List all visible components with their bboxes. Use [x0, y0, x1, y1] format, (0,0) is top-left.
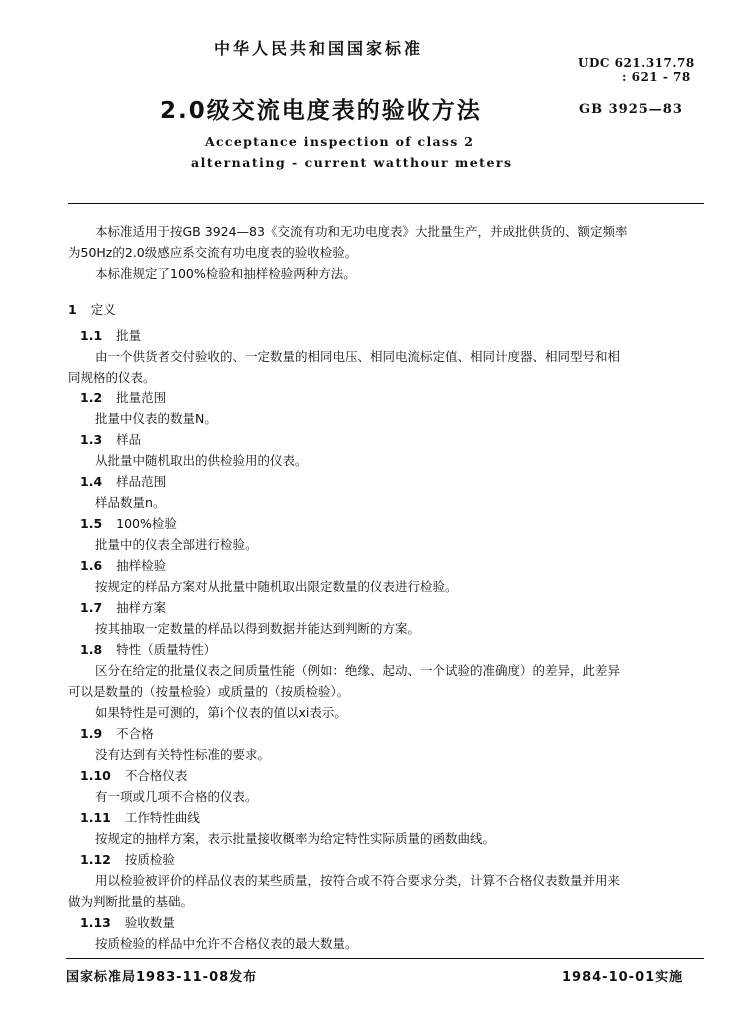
- item-text-line: 按质检验的样品中允许不合格仪表的最大数量。: [95, 936, 358, 951]
- footer-divider: [66, 958, 704, 959]
- item-text-line: 由一个供货者交付验收的、一定数量的相同电压、相同电流标定值、相同计度器、相同型号和相: [95, 349, 621, 364]
- header-divider: [68, 203, 704, 204]
- item-term: 样品范围: [116, 474, 167, 489]
- item-text-line: 同规格的仪表。: [68, 370, 156, 385]
- item-text-line: 没有达到有关特性标准的要求。: [95, 747, 271, 762]
- item-term: 抽样检验: [116, 558, 167, 573]
- item-term: 抽样方案: [116, 600, 167, 615]
- item-number: 1.6: [80, 558, 103, 573]
- item-number: 1.8: [80, 642, 103, 657]
- section-number: 1: [68, 302, 77, 317]
- item-number: 1.1: [80, 328, 103, 343]
- document-title-en-line1: Acceptance inspection of class 2: [205, 134, 475, 149]
- item-heading: [80, 852, 175, 868]
- item-term: 不合格: [116, 726, 154, 741]
- item-heading: [80, 726, 154, 742]
- item-text-line: 按规定的抽样方案，表示批量接收概率为给定特性实际质量的函数曲线。: [95, 831, 496, 846]
- item-term: 不合格仪表: [124, 768, 188, 783]
- item-term: 批量: [116, 328, 142, 343]
- issue-date: 国家标准局1983-11-08发布: [66, 970, 258, 985]
- item-heading: [80, 915, 175, 931]
- item-text-line: 如果特性是可测的，第i个仪表的值以xi表示。: [95, 705, 347, 720]
- item-term: 100%检验: [116, 516, 177, 531]
- effective-date: 1984-10-01实施: [562, 970, 684, 985]
- section-heading: [68, 302, 116, 318]
- item-number: 1.3: [80, 432, 103, 447]
- item-text-line: 样品数量n。: [95, 495, 166, 510]
- item-heading: [80, 600, 166, 616]
- item-heading: [80, 432, 141, 448]
- item-heading: [80, 516, 177, 532]
- document-title-cn: 2.0级交流电度表的验收方法: [160, 98, 482, 124]
- item-text-line: 有一项或几项不合格的仪表。: [95, 789, 258, 804]
- document-title-en-line2: alternating - current watthour meters: [191, 155, 513, 170]
- item-heading: [80, 390, 166, 406]
- item-text-line: 做为判断批量的基础。: [68, 894, 194, 909]
- item-text-line: 可以是数量的（按量检验）或质量的（按质检验）。: [68, 684, 350, 699]
- item-number: 1.5: [80, 516, 103, 531]
- item-number: 1.11: [80, 810, 111, 825]
- item-number: 1.10: [80, 768, 111, 783]
- item-term: 按质检验: [124, 852, 175, 867]
- item-text-line: 按规定的样品方案对从批量中随机取出限定数量的仪表进行检验。: [95, 579, 458, 594]
- intro-para1-line2: 为50Hz的2.0级感应系交流有功电度表的验收检验。: [68, 245, 358, 260]
- item-text-line: 用以检验被评价的样品仪表的某些质量，按符合或不符合要求分类，计算不合格仪表数量并用来: [95, 873, 621, 888]
- item-number: 1.9: [80, 726, 103, 741]
- intro-para2: 本标准规定了100%检验和抽样检验两种方法。: [95, 266, 356, 281]
- item-term: 特性（质量特性）: [116, 642, 217, 657]
- item-term: 工作特性曲线: [124, 810, 200, 825]
- item-number: 1.4: [80, 474, 103, 489]
- item-text-line: 按其抽取一定数量的样品以得到数据并能达到判断的方案。: [95, 621, 421, 636]
- item-heading: [80, 768, 187, 784]
- item-heading: [80, 810, 200, 826]
- item-heading: [80, 474, 166, 490]
- item-term: 验收数量: [124, 915, 175, 930]
- item-heading: [80, 558, 166, 574]
- intro-para1-line1: 本标准适用于按GB 3924—83《交流有功和无功电度表》大批量生产，并成批供货的、额定频率: [95, 224, 628, 239]
- item-number: 1.13: [80, 915, 111, 930]
- item-text-line: 批量中仪表的数量N。: [95, 411, 217, 426]
- gb-number: GB 3925—83: [579, 102, 683, 117]
- section-title: 定义: [90, 302, 116, 317]
- udc-code-line1: UDC 621.317.78: [578, 56, 695, 70]
- item-number: 1.7: [80, 600, 103, 615]
- item-number: 1.2: [80, 390, 103, 405]
- item-term: 样品: [116, 432, 142, 447]
- item-text-line: 批量中的仪表全部进行检验。: [95, 537, 258, 552]
- udc-code-line2: : 621 - 78: [622, 70, 691, 84]
- national-standard-label: 中华人民共和国国家标准: [214, 39, 424, 58]
- item-number: 1.12: [80, 852, 111, 867]
- item-term: 批量范围: [116, 390, 167, 405]
- item-heading: [80, 328, 141, 344]
- item-heading: [80, 642, 216, 658]
- item-text-line: 区分在给定的批量仪表之间质量性能（例如：绝缘、起动、一个试验的准确度）的差异，此差异: [95, 663, 621, 678]
- item-text-line: 从批量中随机取出的供检验用的仪表。: [95, 453, 308, 468]
